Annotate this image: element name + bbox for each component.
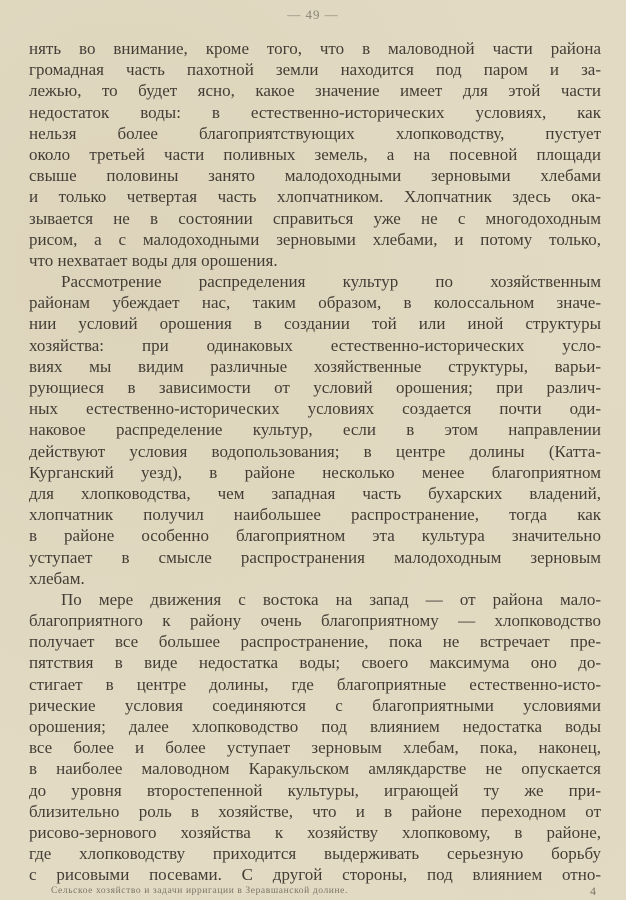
text-line: нии условий орошения в создании той или иной структуры — [29, 314, 601, 334]
text-line: благоприятного к району очень благоприятному — хлопководство — [29, 611, 601, 631]
text-line: и только четвертая часть хлопчатником. Хлопчатник здесь ока- — [29, 187, 601, 207]
text-line: получает все большее распространение, пока не встречает пре- — [29, 632, 601, 652]
text-line: зывается не в состоянии справиться уже не с многодоходным — [29, 208, 601, 228]
text-line: рисом, а с малодоходными зерновыми хлебами, и потому только, — [29, 229, 601, 249]
body-text — [29, 38, 601, 886]
text-line: Курганский уезд), в районе несколько менее благоприятном — [29, 462, 601, 482]
text-line: ных естественно-исторических условиях создается почти оди- — [29, 399, 601, 419]
text-line: около третьей части поливных земель, а на посевной площади — [29, 144, 601, 164]
text-line: Рассмотрение распределения культур по хозяйственным — [61, 272, 601, 292]
text-line: уступает в смысле распространения малодоходным зерновым — [29, 547, 601, 567]
text-line: нять во внимание, кроме того, что в маловодной части района — [29, 39, 601, 58]
text-line: хозяйства: при одинаковых естественно-исторических усло- — [29, 335, 601, 355]
text-line: районам убеждает нас, таким образом, в колоссальном значе- — [29, 293, 601, 313]
text-line: рующиеся в зависимости от условий орошения; при различ- — [29, 378, 601, 397]
page-number: — 49 — — [287, 7, 339, 22]
text-line: все более и более уступает зерновым хлебам, пока, наконец, — [29, 738, 601, 758]
text-line: действуют условия водопользования; в центре долины (Катта- — [29, 441, 601, 461]
text-line: хлопчатник получил наибольшее распространение, тогда как — [29, 505, 601, 525]
text-line: По мере движения с востока на запад — от района мало- — [61, 589, 601, 609]
text-line: до уровня второстепенной культуры, играющей ту же при- — [29, 780, 601, 800]
text-line: в районе особенно благоприятном эта культура значительно — [29, 526, 601, 546]
page-footer — [0, 886, 626, 900]
text-line: рические условия соединяются с благоприятными условиями — [29, 695, 601, 715]
text-line: рисово-зернового хозяйства к хозяйству хлопковому, в районе, — [29, 822, 601, 842]
text-line: близительно роль в хозяйстве, что и в районе переходном от — [29, 801, 601, 821]
text-line: пятствия в виде недостатка воды; своего максимума оно до- — [29, 653, 601, 673]
text-line: где хлопководству приходится выдерживать серьезную борьбу — [29, 844, 601, 864]
text-line: в наиболее маловодном Каракульском амлякдарстве не опускается — [29, 759, 601, 779]
text-line: громадная часть пахотной земли находится под паром и за- — [29, 60, 601, 80]
text-line: свыше половины занято малодоходными зерновыми хлебами — [29, 166, 601, 186]
text-line: нельзя более благоприятствующих хлопководству, пустует — [29, 123, 601, 143]
text-line: для хлопководства, чем западная часть бухарских владений, — [29, 483, 601, 503]
text-line: с рисовыми посевами. С другой стороны, под влиянием отно- — [29, 865, 601, 885]
text-line: наковое распределение культур, если в этом направлении — [29, 420, 601, 440]
text-line: что нехватает воды для орошения. — [29, 250, 278, 270]
text-line: недостаток воды: в естественно-исторических условиях, как — [29, 102, 601, 122]
footer-running-title: Сельское хозяйство и задачи ирригации в Зеравшанской долине. — [51, 886, 348, 896]
text-line: хлебам. — [29, 568, 85, 588]
text-line: орошения; далее хлопководство под влиянием недостатка воды — [29, 717, 601, 736]
footer-signature-mark: 4 — [590, 884, 596, 898]
text-line: лежью, то будет ясно, какое значение имеет для этой части — [29, 81, 601, 101]
text-line: виях мы видим различные хозяйственные структуры, варьи- — [29, 356, 601, 376]
text-line: стигает в центре долины, где благоприятные естественно-исто- — [29, 674, 601, 694]
